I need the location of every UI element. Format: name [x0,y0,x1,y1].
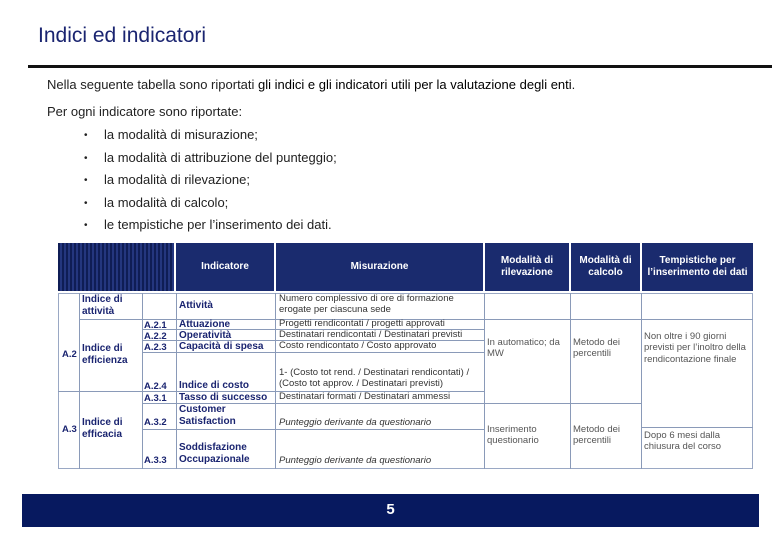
row-code: A.2.2 [144,331,167,342]
list-item [84,217,337,240]
header-misurazione: Misurazione [276,243,483,291]
row-misurazione: Progetti rendicontati / progetti approvati [279,318,445,329]
indice-attivita-label: Indice di attività [82,294,123,317]
a3-code: A.3 [62,424,77,435]
row-code: A.2.3 [144,342,167,353]
attivita-label: Attività [179,300,213,311]
row-misurazione: Costo rendicontato / Costo approvato [279,340,437,351]
row-label: Capacità di spesa [179,341,264,352]
bullet-text: la modalità di calcolo; [104,194,229,210]
header-tempistiche: Tempistiche per l’inserimento dei dati [642,243,753,291]
list-item [84,172,337,195]
row-label: Soddisfazione Occupazionale [179,442,250,465]
row-misurazione: Destinatari rendicontati / Destinatari previsti [279,329,463,340]
bullet-text: le tempistiche per l’inserimento dei dati. [104,217,332,232]
row-label: Customer Satisfaction [179,404,236,427]
tempistiche-90-giorni: Non oltre i 90 giorni previsti per l’inoltro della rendicontazione finale [644,331,746,365]
row-label: Operatività [179,330,232,341]
row-misurazione: Destinatari formati / Destinatari ammessi [279,391,451,402]
divider [142,429,484,430]
intro-suffix: . [571,77,576,92]
page-title: Indici ed indicatori [38,24,207,47]
attivita-misurazione: Numero complessivo di ore di formazione erogate per ciascuna sede [279,293,454,315]
bullet-list [84,127,337,240]
row-misurazione: 1- (Costo tot rend. / Destinatari rendicontati) / (Costo tot approv. / Destinatari previsti) [279,367,470,389]
row-misurazione: Punteggio derivante da questionario [279,455,432,466]
header-calcolo: Modalità di calcolo [571,243,640,291]
list-item [84,150,337,173]
divider [58,391,79,392]
row-code: A.2.1 [144,320,167,331]
header-rilevazione: Modalità di rilevazione [485,243,569,291]
bullet-text: la modalità di rilevazione; [104,172,250,187]
intro-prefix: Nella seguente tabella sono riportati [47,77,259,92]
a3-label: Indice di efficacia [82,417,123,440]
bullet-icon: • [84,130,88,141]
bullet-icon: • [84,197,88,209]
bullet-text: la modalità di attribuzione del punteggio; [104,149,337,165]
rilevazione-questionario: Inserimento questionario [487,424,539,447]
row-code: A.3.2 [144,417,167,428]
bullet-icon: • [84,220,88,231]
row-label: Tasso di successo [179,392,268,403]
a2-code: A.2 [62,349,77,360]
row-label: Indice di costo [179,380,250,391]
intro-text [47,77,575,92]
list-item [84,127,337,150]
divider [484,403,641,404]
divider [641,427,753,428]
footer-bar [22,494,759,527]
row-label: Attuazione [179,319,231,330]
header-indicatore: Indicatore [176,243,274,291]
bullet-text: la modalità di misurazione; [104,127,258,142]
bullet-icon: • [84,175,88,186]
title-divider [28,65,772,68]
page-number: 5 [386,501,395,518]
a2-label: Indice di efficienza [82,343,128,366]
divider [79,391,142,392]
row-code: A.2.4 [144,381,167,392]
header-stripe [58,243,174,291]
tempistiche-6-mesi: Dopo 6 mesi dalla chiusura del corso [644,430,722,453]
indicators-table [58,243,753,469]
calcolo-percentili-2: Metodo dei percentili [573,424,621,447]
row-code: A.3.1 [144,393,167,404]
intro-highlight: gli indici e gli indicatori utili per la valutazione degli enti [258,77,572,92]
row-code: A.3.3 [144,455,167,466]
calcolo-percentili: Metodo dei percentili [573,337,621,360]
list-item [84,195,337,218]
row-misurazione: Punteggio derivante da questionario [279,417,432,428]
intro-list-lead: Per ogni indicatore sono riportate: [47,104,243,119]
rilevazione-auto: In automatico; da MW [487,337,560,360]
bullet-icon: • [84,152,88,164]
